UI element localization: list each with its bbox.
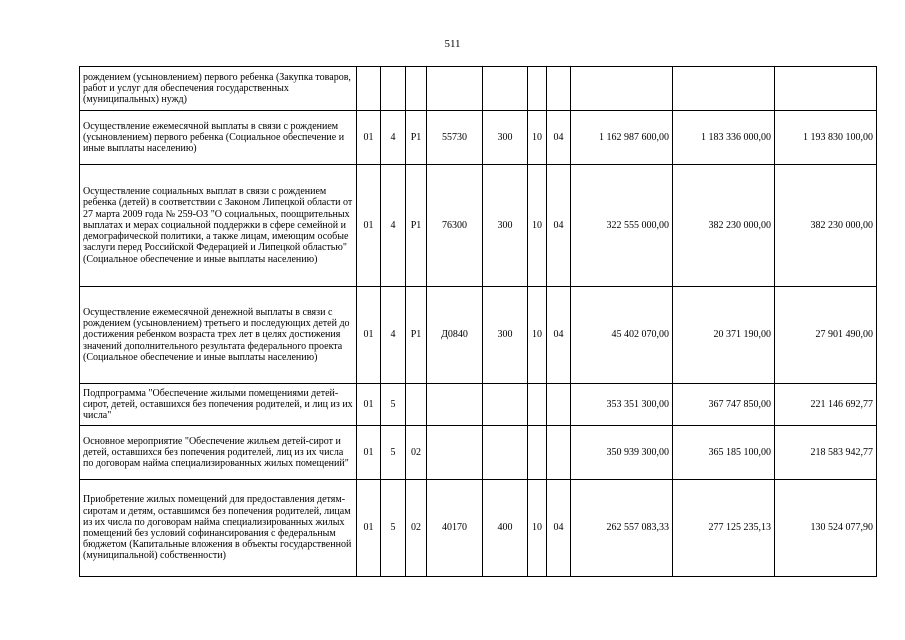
code-direction: 40170 bbox=[427, 480, 483, 577]
amount-year-1 bbox=[571, 67, 673, 111]
code-subsection bbox=[547, 384, 571, 426]
table-row bbox=[80, 111, 877, 165]
amount-year-3: 1 193 830 100,00 bbox=[775, 111, 877, 165]
code-subsection: 04 bbox=[547, 287, 571, 384]
code-event bbox=[406, 384, 427, 426]
amount-year-1: 350 939 300,00 bbox=[571, 426, 673, 480]
code-program bbox=[357, 67, 381, 111]
amount-year-3: 382 230 000,00 bbox=[775, 165, 877, 287]
row-description: Осуществление социальных выплат в связи с рождением ребенка (детей) в соответствии с Законом Липецкой области от 27 марта 2009 года № 259-ОЗ "О социальных, поощрительных выплатах и мерах социальной поддержки в сфере семейной и демографической политики, а также лицам, имеющим особые заслуги перед Российской Федерацией и Липецкой областью" (Социальное обеспечение и иные выплаты населению) bbox=[80, 165, 357, 287]
code-subsection: 04 bbox=[547, 480, 571, 577]
row-description: рождением (усыновлением) первого ребенка (Закупка товаров, работ и услуг для обеспечения государственных (муниципальных) нужд) bbox=[80, 67, 357, 111]
amount-year-2: 1 183 336 000,00 bbox=[673, 111, 775, 165]
code-program: 01 bbox=[357, 426, 381, 480]
code-event: P1 bbox=[406, 165, 427, 287]
row-description: Приобретение жилых помещений для предоставления детям-сиротам и детям, оставшимся без попечения родителей, лицам из их числа по договорам найма специализированных жилых помещений без условий софинансирования с федеральным бюджетом (Капитальные вложения в объекты государственной (муниципальной) собственности) bbox=[80, 480, 357, 577]
code-subsection bbox=[547, 67, 571, 111]
page-number: 511 bbox=[444, 38, 461, 50]
code-section: 10 bbox=[528, 111, 547, 165]
code-expense-type: 300 bbox=[483, 287, 528, 384]
table-row bbox=[80, 426, 877, 480]
code-event: P1 bbox=[406, 287, 427, 384]
amount-year-3: 221 146 692,77 bbox=[775, 384, 877, 426]
code-subprogram: 5 bbox=[381, 426, 406, 480]
table-row bbox=[80, 287, 877, 384]
code-program: 01 bbox=[357, 384, 381, 426]
code-subsection bbox=[547, 426, 571, 480]
code-section: 10 bbox=[528, 165, 547, 287]
code-subsection: 04 bbox=[547, 165, 571, 287]
code-section bbox=[528, 67, 547, 111]
amount-year-3 bbox=[775, 67, 877, 111]
code-section: 10 bbox=[528, 480, 547, 577]
amount-year-2 bbox=[673, 67, 775, 111]
code-program: 01 bbox=[357, 111, 381, 165]
code-event: 02 bbox=[406, 426, 427, 480]
code-event bbox=[406, 67, 427, 111]
code-expense-type bbox=[483, 384, 528, 426]
code-direction: 76300 bbox=[427, 165, 483, 287]
amount-year-2: 365 185 100,00 bbox=[673, 426, 775, 480]
code-section bbox=[528, 384, 547, 426]
amount-year-2: 367 747 850,00 bbox=[673, 384, 775, 426]
table-row bbox=[80, 384, 877, 426]
amount-year-1: 45 402 070,00 bbox=[571, 287, 673, 384]
code-event: 02 bbox=[406, 480, 427, 577]
table-row bbox=[80, 480, 877, 577]
code-section: 10 bbox=[528, 287, 547, 384]
code-expense-type bbox=[483, 67, 528, 111]
amount-year-2: 382 230 000,00 bbox=[673, 165, 775, 287]
amount-year-1: 353 351 300,00 bbox=[571, 384, 673, 426]
code-subprogram: 5 bbox=[381, 480, 406, 577]
amount-year-3: 130 524 077,90 bbox=[775, 480, 877, 577]
amount-year-1: 262 557 083,33 bbox=[571, 480, 673, 577]
code-expense-type: 300 bbox=[483, 165, 528, 287]
code-subprogram: 4 bbox=[381, 287, 406, 384]
code-subprogram: 4 bbox=[381, 111, 406, 165]
amount-year-1: 322 555 000,00 bbox=[571, 165, 673, 287]
code-direction: 55730 bbox=[427, 111, 483, 165]
code-program: 01 bbox=[357, 480, 381, 577]
code-subsection: 04 bbox=[547, 111, 571, 165]
amount-year-3: 218 583 942,77 bbox=[775, 426, 877, 480]
amount-year-1: 1 162 987 600,00 bbox=[571, 111, 673, 165]
code-expense-type bbox=[483, 426, 528, 480]
code-direction bbox=[427, 67, 483, 111]
table-row bbox=[80, 165, 877, 287]
code-subprogram: 4 bbox=[381, 165, 406, 287]
table-row bbox=[80, 67, 877, 111]
row-description: Подпрограмма "Обеспечение жилыми помещениями детей-сирот, детей, оставшихся без попечения родителей, и лиц из их числа" bbox=[80, 384, 357, 426]
row-description: Основное мероприятие "Обеспечение жильем детей-сирот и детей, оставшихся без попечения родителей, лиц из их числа по договорам найма специализированных жилых помещений" bbox=[80, 426, 357, 480]
code-direction bbox=[427, 384, 483, 426]
code-direction bbox=[427, 426, 483, 480]
amount-year-2: 20 371 190,00 bbox=[673, 287, 775, 384]
code-expense-type: 300 bbox=[483, 111, 528, 165]
amount-year-2: 277 125 235,13 bbox=[673, 480, 775, 577]
row-description: Осуществление ежемесячной выплаты в связи с рождением (усыновлением) первого ребенка (Социальное обеспечение и иные выплаты населению) bbox=[80, 111, 357, 165]
code-program: 01 bbox=[357, 165, 381, 287]
amount-year-3: 27 901 490,00 bbox=[775, 287, 877, 384]
code-subprogram bbox=[381, 67, 406, 111]
table-body bbox=[80, 67, 877, 577]
code-event: P1 bbox=[406, 111, 427, 165]
budget-table bbox=[79, 66, 877, 577]
row-description: Осуществление ежемесячной денежной выплаты в связи с рождением (усыновлением) третьего и последующих детей до достижения ребенком возраста трех лет в целях достижения значений дополнительного результата федерального проекта (Социальное обеспечение и иные выплаты населению) bbox=[80, 287, 357, 384]
code-expense-type: 400 bbox=[483, 480, 528, 577]
code-program: 01 bbox=[357, 287, 381, 384]
code-direction: Д0840 bbox=[427, 287, 483, 384]
code-section bbox=[528, 426, 547, 480]
code-subprogram: 5 bbox=[381, 384, 406, 426]
